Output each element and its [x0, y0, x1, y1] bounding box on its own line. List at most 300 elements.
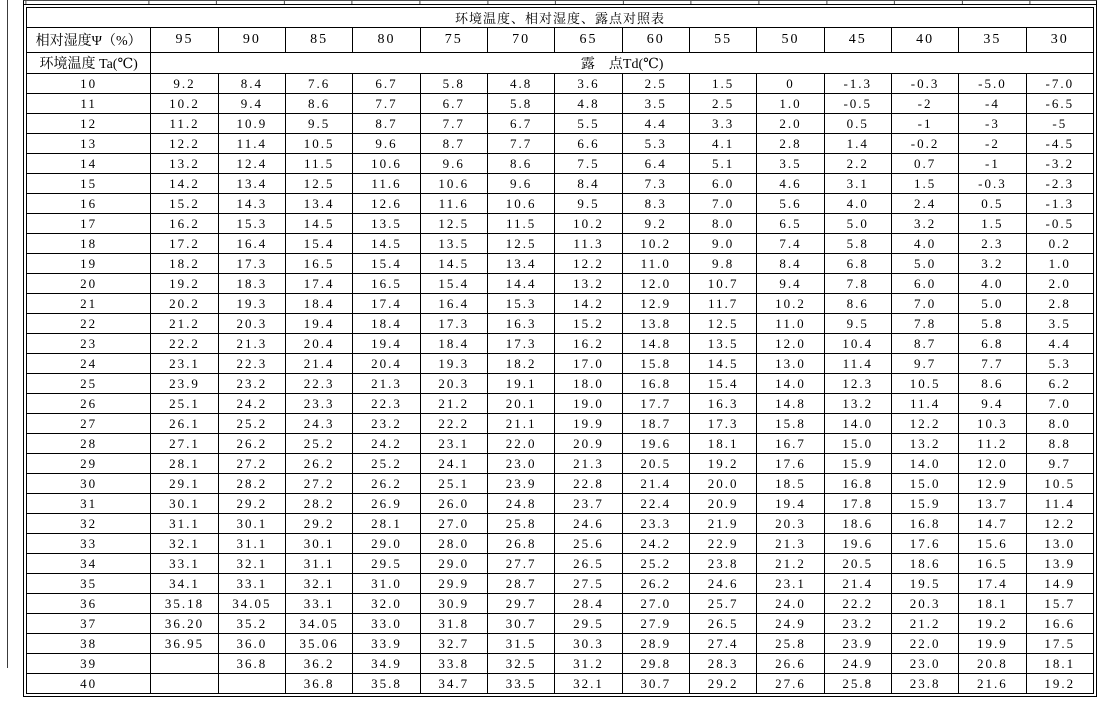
dewpoint-value-cell[interactable]: 9.6 [420, 154, 487, 174]
dewpoint-value-cell[interactable]: 34.05 [218, 594, 285, 614]
dewpoint-value-cell[interactable]: 20.9 [555, 434, 622, 454]
dewpoint-value-cell[interactable]: 35.18 [151, 594, 218, 614]
dewpoint-value-cell[interactable]: 30.7 [487, 614, 554, 634]
dewpoint-value-cell[interactable]: 25.8 [487, 514, 554, 534]
dewpoint-value-cell[interactable]: 36.20 [151, 614, 218, 634]
dewpoint-value-cell[interactable]: 28.0 [420, 534, 487, 554]
dewpoint-value-cell[interactable]: 33.0 [353, 614, 420, 634]
dewpoint-value-cell[interactable]: 7.3 [622, 174, 689, 194]
dewpoint-value-cell[interactable]: 8.4 [555, 174, 622, 194]
dewpoint-value-cell[interactable]: 6.8 [959, 334, 1026, 354]
dewpoint-value-cell[interactable]: 8.7 [420, 134, 487, 154]
dewpoint-value-cell[interactable]: 21.4 [285, 354, 352, 374]
dewpoint-value-cell[interactable]: 30.1 [218, 514, 285, 534]
dewpoint-value-cell[interactable]: 13.0 [757, 354, 824, 374]
dewpoint-value-cell[interactable]: 7.7 [420, 114, 487, 134]
dewpoint-value-cell[interactable]: -5 [1026, 114, 1093, 134]
dewpoint-value-cell[interactable]: 1.5 [891, 174, 958, 194]
dewpoint-value-cell[interactable]: 27.5 [555, 574, 622, 594]
dewpoint-value-cell[interactable]: 24.2 [218, 394, 285, 414]
dewpoint-value-cell[interactable]: 23.1 [420, 434, 487, 454]
humidity-level-cell[interactable]: 70 [487, 28, 554, 53]
dewpoint-value-cell[interactable]: 7.0 [1026, 394, 1093, 414]
dewpoint-value-cell[interactable]: 25.2 [218, 414, 285, 434]
dewpoint-value-cell[interactable]: 16.5 [285, 254, 352, 274]
dewpoint-value-cell[interactable]: 10.6 [353, 154, 420, 174]
dewpoint-value-cell[interactable]: 9.4 [218, 94, 285, 114]
ambient-temp-cell[interactable]: 20 [27, 274, 151, 294]
dewpoint-value-cell[interactable]: 5.0 [891, 254, 958, 274]
humidity-level-cell[interactable]: 60 [622, 28, 689, 53]
dewpoint-value-cell[interactable]: 24.8 [487, 494, 554, 514]
humidity-level-cell[interactable]: 55 [689, 28, 756, 53]
dewpoint-value-cell[interactable]: 16.3 [689, 394, 756, 414]
dewpoint-value-cell[interactable]: 8.8 [1026, 434, 1093, 454]
dewpoint-value-cell[interactable]: 26.9 [353, 494, 420, 514]
dewpoint-value-cell[interactable]: 4.1 [689, 134, 756, 154]
dewpoint-value-cell[interactable] [151, 674, 218, 694]
dewpoint-value-cell[interactable]: 36.8 [218, 654, 285, 674]
dewpoint-value-cell[interactable]: 21.4 [824, 574, 891, 594]
dewpoint-value-cell[interactable]: 2.4 [891, 194, 958, 214]
dewpoint-value-cell[interactable]: 6.0 [689, 174, 756, 194]
ambient-temp-cell[interactable]: 31 [27, 494, 151, 514]
dewpoint-value-cell[interactable]: 29.7 [487, 594, 554, 614]
dewpoint-value-cell[interactable]: 15.4 [353, 254, 420, 274]
table-title[interactable]: 环境温度、相对湿度、露点对照表 [27, 8, 1094, 28]
dewpoint-value-cell[interactable]: 9.6 [353, 134, 420, 154]
dewpoint-value-cell[interactable]: 26.2 [218, 434, 285, 454]
dewpoint-value-cell[interactable]: 5.6 [757, 194, 824, 214]
dewpoint-value-cell[interactable]: 34.1 [151, 574, 218, 594]
dewpoint-value-cell[interactable]: 27.6 [757, 674, 824, 694]
dewpoint-value-cell[interactable]: 4.8 [555, 94, 622, 114]
dewpoint-value-cell[interactable]: -0.5 [824, 94, 891, 114]
dewpoint-value-cell[interactable]: 8.4 [218, 74, 285, 94]
dewpoint-value-cell[interactable]: 15.7 [1026, 594, 1093, 614]
ambient-temp-cell[interactable]: 16 [27, 194, 151, 214]
dewpoint-value-cell[interactable]: 6.7 [420, 94, 487, 114]
dewpoint-value-cell[interactable]: 16.5 [959, 554, 1026, 574]
dewpoint-value-cell[interactable]: 7.7 [959, 354, 1026, 374]
dewpoint-value-cell[interactable]: 20.4 [285, 334, 352, 354]
dewpoint-value-cell[interactable] [151, 654, 218, 674]
dewpoint-value-cell[interactable]: 8.3 [622, 194, 689, 214]
dewpoint-value-cell[interactable]: 15.0 [891, 474, 958, 494]
dewpoint-value-cell[interactable]: 5.0 [824, 214, 891, 234]
dewpoint-value-cell[interactable]: 20.3 [757, 514, 824, 534]
dewpoint-value-cell[interactable]: 14.0 [757, 374, 824, 394]
dewpoint-value-cell[interactable]: 21.2 [891, 614, 958, 634]
dewpoint-value-cell[interactable]: 10.5 [1026, 474, 1093, 494]
dewpoint-value-cell[interactable]: 9.2 [622, 214, 689, 234]
dewpoint-value-cell[interactable]: -0.3 [891, 74, 958, 94]
dewpoint-value-cell[interactable]: 24.6 [689, 574, 756, 594]
dewpoint-value-cell[interactable]: 29.5 [555, 614, 622, 634]
dewpoint-value-cell[interactable]: 2.5 [622, 74, 689, 94]
dewpoint-value-cell[interactable]: 24.9 [824, 654, 891, 674]
dewpoint-value-cell[interactable]: 22.4 [622, 494, 689, 514]
dewpoint-value-cell[interactable]: 23.3 [622, 514, 689, 534]
dewpoint-value-cell[interactable]: 28.3 [689, 654, 756, 674]
dewpoint-value-cell[interactable]: 25.7 [689, 594, 756, 614]
dewpoint-value-cell[interactable]: 8.0 [1026, 414, 1093, 434]
dewpoint-value-cell[interactable]: 12.5 [420, 214, 487, 234]
dewpoint-value-cell[interactable]: 17.6 [891, 534, 958, 554]
dewpoint-value-cell[interactable]: 36.0 [218, 634, 285, 654]
ambient-temp-cell[interactable]: 39 [27, 654, 151, 674]
humidity-level-cell[interactable]: 35 [959, 28, 1026, 53]
dewpoint-value-cell[interactable]: 21.9 [689, 514, 756, 534]
dewpoint-value-cell[interactable]: 1.4 [824, 134, 891, 154]
dewpoint-value-cell[interactable]: 29.5 [353, 554, 420, 574]
dewpoint-value-cell[interactable]: 12.0 [622, 274, 689, 294]
dewpoint-value-cell[interactable]: 18.6 [824, 514, 891, 534]
humidity-level-cell[interactable]: 50 [757, 28, 824, 53]
dewpoint-value-cell[interactable]: 15.9 [891, 494, 958, 514]
dewpoint-value-cell[interactable]: 17.8 [824, 494, 891, 514]
dewpoint-value-cell[interactable]: 25.6 [555, 534, 622, 554]
dewpoint-value-cell[interactable]: 7.6 [285, 74, 352, 94]
dewpoint-value-cell[interactable]: 7.4 [757, 234, 824, 254]
dewpoint-value-cell[interactable]: 12.0 [757, 334, 824, 354]
dewpoint-value-cell[interactable]: 21.6 [959, 674, 1026, 694]
ambient-temp-cell[interactable]: 38 [27, 634, 151, 654]
dewpoint-value-cell[interactable]: 15.6 [959, 534, 1026, 554]
dewpoint-value-cell[interactable]: 18.2 [487, 354, 554, 374]
dewpoint-value-cell[interactable]: 14.0 [891, 454, 958, 474]
dewpoint-value-cell[interactable]: 15.0 [824, 434, 891, 454]
dewpoint-value-cell[interactable]: 31.1 [285, 554, 352, 574]
dewpoint-value-cell[interactable]: 26.2 [622, 574, 689, 594]
dewpoint-value-cell[interactable]: 10.2 [622, 234, 689, 254]
dewpoint-value-cell[interactable]: 27.9 [622, 614, 689, 634]
dewpoint-value-cell[interactable]: 9.7 [891, 354, 958, 374]
dewpoint-value-cell[interactable]: 13.8 [622, 314, 689, 334]
dewpoint-value-cell[interactable]: 17.4 [285, 274, 352, 294]
dewpoint-value-cell[interactable]: 6.8 [824, 254, 891, 274]
dewpoint-value-cell[interactable]: 26.2 [285, 454, 352, 474]
dewpoint-value-cell[interactable]: 25.8 [757, 634, 824, 654]
dewpoint-value-cell[interactable]: 19.9 [555, 414, 622, 434]
dewpoint-value-cell[interactable]: 23.2 [218, 374, 285, 394]
dewpoint-value-cell[interactable]: 29.8 [622, 654, 689, 674]
ambient-temp-cell[interactable]: 12 [27, 114, 151, 134]
dewpoint-value-cell[interactable]: 22.2 [151, 334, 218, 354]
dewpoint-value-cell[interactable]: 14.5 [420, 254, 487, 274]
dewpoint-value-cell[interactable]: 19.3 [420, 354, 487, 374]
dewpoint-value-cell[interactable]: 13.4 [285, 194, 352, 214]
dewpoint-value-cell[interactable]: 5.3 [1026, 354, 1093, 374]
dewpoint-value-cell[interactable]: 10.5 [285, 134, 352, 154]
dewpoint-value-cell[interactable]: 17.0 [555, 354, 622, 374]
dewpoint-value-cell[interactable]: 14.2 [151, 174, 218, 194]
humidity-level-cell[interactable]: 65 [555, 28, 622, 53]
dewpoint-value-cell[interactable]: 11.7 [689, 294, 756, 314]
dewpoint-value-cell[interactable]: 33.1 [151, 554, 218, 574]
dewpoint-value-cell[interactable]: -3.2 [1026, 154, 1093, 174]
dewpoint-value-cell[interactable]: 15.2 [555, 314, 622, 334]
dewpoint-value-cell[interactable]: 34.9 [353, 654, 420, 674]
dewpoint-value-cell[interactable]: 14.5 [353, 234, 420, 254]
dewpoint-value-cell[interactable]: 29.2 [285, 514, 352, 534]
dewpoint-value-cell[interactable]: 12.2 [1026, 514, 1093, 534]
dewpoint-value-cell[interactable]: 8.6 [285, 94, 352, 114]
humidity-level-cell[interactable]: 45 [824, 28, 891, 53]
dewpoint-value-cell[interactable]: 16.3 [487, 314, 554, 334]
dewpoint-value-cell[interactable]: 17.2 [151, 234, 218, 254]
dewpoint-value-cell[interactable]: 17.6 [757, 454, 824, 474]
dewpoint-value-cell[interactable]: 32.1 [151, 534, 218, 554]
dewpoint-value-cell[interactable]: 26.5 [555, 554, 622, 574]
dewpoint-value-cell[interactable]: 19.4 [757, 494, 824, 514]
dewpoint-value-cell[interactable]: 14.8 [757, 394, 824, 414]
dewpoint-value-cell[interactable]: 0 [757, 74, 824, 94]
dewpoint-value-cell[interactable]: 18.6 [891, 554, 958, 574]
dewpoint-value-cell[interactable]: 10.2 [757, 294, 824, 314]
dewpoint-value-cell[interactable]: 11.2 [151, 114, 218, 134]
dewpoint-value-cell[interactable]: 34.05 [285, 614, 352, 634]
dewpoint-value-cell[interactable]: 12.2 [151, 134, 218, 154]
dewpoint-value-cell[interactable]: 24.2 [353, 434, 420, 454]
dewpoint-value-cell[interactable]: 13.2 [891, 434, 958, 454]
dewpoint-value-cell[interactable]: 13.5 [420, 234, 487, 254]
dewpoint-value-cell[interactable]: 11.4 [1026, 494, 1093, 514]
dewpoint-value-cell[interactable]: 33.8 [420, 654, 487, 674]
dewpoint-value-cell[interactable]: 25.2 [285, 434, 352, 454]
dewpoint-value-cell[interactable]: 11.6 [420, 194, 487, 214]
dewpoint-value-cell[interactable]: 1.0 [757, 94, 824, 114]
dewpoint-value-cell[interactable]: 27.2 [285, 474, 352, 494]
dewpoint-value-cell[interactable]: 23.7 [555, 494, 622, 514]
dewpoint-value-cell[interactable]: 9.5 [555, 194, 622, 214]
dewpoint-value-cell[interactable]: 11.4 [218, 134, 285, 154]
dewpoint-value-cell[interactable]: 7.7 [487, 134, 554, 154]
dewpoint-value-cell[interactable]: 7.5 [555, 154, 622, 174]
dewpoint-value-cell[interactable]: 14.8 [622, 334, 689, 354]
dewpoint-value-cell[interactable]: 0.2 [1026, 234, 1093, 254]
dewpoint-value-cell[interactable]: 11.6 [353, 174, 420, 194]
dewpoint-value-cell[interactable]: 4.4 [1026, 334, 1093, 354]
dewpoint-value-cell[interactable]: 25.1 [420, 474, 487, 494]
dewpoint-value-cell[interactable]: 16.4 [218, 234, 285, 254]
dewpoint-value-cell[interactable]: 16.6 [1026, 614, 1093, 634]
dewpoint-value-cell[interactable]: 31.1 [218, 534, 285, 554]
dewpoint-value-cell[interactable]: 19.2 [151, 274, 218, 294]
ambient-temp-cell[interactable]: 25 [27, 374, 151, 394]
dewpoint-value-cell[interactable]: 9.7 [1026, 454, 1093, 474]
dewpoint-value-cell[interactable]: 27.4 [689, 634, 756, 654]
dewpoint-value-cell[interactable]: 26.2 [353, 474, 420, 494]
ambient-temp-cell[interactable]: 36 [27, 594, 151, 614]
ambient-temp-cell[interactable]: 37 [27, 614, 151, 634]
dewpoint-value-cell[interactable]: -5.0 [959, 74, 1026, 94]
dewpoint-value-cell[interactable]: 13.9 [1026, 554, 1093, 574]
ambient-temp-header-label[interactable]: 环境温度 Ta(℃) [27, 53, 151, 74]
dewpoint-value-cell[interactable]: 20.8 [959, 654, 1026, 674]
dewpoint-value-cell[interactable]: 32.0 [353, 594, 420, 614]
dewpoint-value-cell[interactable]: 28.1 [151, 454, 218, 474]
dewpoint-value-cell[interactable]: 31.5 [487, 634, 554, 654]
dewpoint-value-cell[interactable]: 7.8 [891, 314, 958, 334]
dewpoint-value-cell[interactable]: 32.1 [218, 554, 285, 574]
dewpoint-value-cell[interactable]: 32.5 [487, 654, 554, 674]
dewpoint-value-cell[interactable]: 11.0 [622, 254, 689, 274]
dewpoint-value-cell[interactable]: 4.6 [757, 174, 824, 194]
dewpoint-value-cell[interactable]: -1 [959, 154, 1026, 174]
dewpoint-value-cell[interactable]: 5.8 [959, 314, 1026, 334]
dewpoint-value-cell[interactable]: 12.2 [891, 414, 958, 434]
humidity-level-cell[interactable]: 30 [1026, 28, 1093, 53]
dewpoint-value-cell[interactable]: 18.4 [285, 294, 352, 314]
dewpoint-value-cell[interactable]: 10.6 [420, 174, 487, 194]
dewpoint-value-cell[interactable]: 20.3 [218, 314, 285, 334]
dewpoint-value-cell[interactable]: 29.1 [151, 474, 218, 494]
dewpoint-value-cell[interactable]: 15.3 [487, 294, 554, 314]
dewpoint-value-cell[interactable]: 13.5 [689, 334, 756, 354]
dewpoint-value-cell[interactable]: 5.3 [622, 134, 689, 154]
dewpoint-value-cell[interactable]: 23.3 [285, 394, 352, 414]
dewpoint-value-cell[interactable]: 36.95 [151, 634, 218, 654]
dewpoint-value-cell[interactable]: 3.5 [1026, 314, 1093, 334]
dewpoint-value-cell[interactable]: 28.4 [555, 594, 622, 614]
dewpoint-value-cell[interactable]: 3.3 [689, 114, 756, 134]
dewpoint-value-cell[interactable]: 17.3 [420, 314, 487, 334]
dewpoint-value-cell[interactable]: 18.5 [757, 474, 824, 494]
dewpoint-value-cell[interactable]: 2.0 [757, 114, 824, 134]
dewpoint-value-cell[interactable]: 16.8 [891, 514, 958, 534]
dewpoint-value-cell[interactable]: 30.3 [555, 634, 622, 654]
humidity-level-cell[interactable]: 80 [353, 28, 420, 53]
dewpoint-value-cell[interactable]: 19.4 [353, 334, 420, 354]
dewpoint-value-cell[interactable]: 20.0 [689, 474, 756, 494]
dewpoint-value-cell[interactable]: 25.1 [151, 394, 218, 414]
dewpoint-value-cell[interactable]: 16.5 [353, 274, 420, 294]
dewpoint-value-cell[interactable]: 7.7 [353, 94, 420, 114]
dewpoint-value-cell[interactable]: 2.5 [689, 94, 756, 114]
dewpoint-value-cell[interactable]: 14.5 [689, 354, 756, 374]
dewpoint-value-cell[interactable]: -0.2 [891, 134, 958, 154]
dewpoint-value-cell[interactable]: 19.3 [218, 294, 285, 314]
ambient-temp-cell[interactable]: 23 [27, 334, 151, 354]
dewpoint-value-cell[interactable]: 4.4 [622, 114, 689, 134]
ambient-temp-cell[interactable]: 30 [27, 474, 151, 494]
dewpoint-value-cell[interactable]: 17.3 [487, 334, 554, 354]
dewpoint-value-cell[interactable]: 9.4 [959, 394, 1026, 414]
ambient-temp-cell[interactable]: 13 [27, 134, 151, 154]
dewpoint-value-cell[interactable]: 13.5 [353, 214, 420, 234]
dewpoint-value-cell[interactable]: 17.3 [689, 414, 756, 434]
dewpoint-value-cell[interactable]: 16.7 [757, 434, 824, 454]
dewpoint-value-cell[interactable]: 5.5 [555, 114, 622, 134]
dewpoint-value-cell[interactable]: 33.5 [487, 674, 554, 694]
dewpoint-value-cell[interactable]: -7.0 [1026, 74, 1093, 94]
dewpoint-value-cell[interactable]: 31.0 [353, 574, 420, 594]
dewpoint-value-cell[interactable]: -2 [891, 94, 958, 114]
dewpoint-value-cell[interactable]: 8.7 [353, 114, 420, 134]
humidity-header-label[interactable]: 相对湿度Ψ（%） [27, 28, 151, 53]
dewpoint-value-cell[interactable]: 24.2 [622, 534, 689, 554]
dewpoint-value-cell[interactable]: 15.8 [622, 354, 689, 374]
ambient-temp-cell[interactable]: 10 [27, 74, 151, 94]
ambient-temp-cell[interactable]: 17 [27, 214, 151, 234]
dewpoint-value-cell[interactable]: 1.5 [959, 214, 1026, 234]
dewpoint-value-cell[interactable]: 11.3 [555, 234, 622, 254]
dewpoint-value-cell[interactable]: 8.7 [891, 334, 958, 354]
dewpoint-value-cell[interactable]: 36.2 [285, 654, 352, 674]
dewpoint-value-cell[interactable]: 2.0 [1026, 274, 1093, 294]
dewpoint-value-cell[interactable]: 18.4 [353, 314, 420, 334]
dewpoint-value-cell[interactable]: 2.3 [959, 234, 1026, 254]
dewpoint-value-cell[interactable]: 8.6 [487, 154, 554, 174]
dewpoint-value-cell[interactable]: 16.2 [151, 214, 218, 234]
dewpoint-value-cell[interactable]: 12.5 [689, 314, 756, 334]
dewpoint-value-cell[interactable]: 9.6 [487, 174, 554, 194]
ambient-temp-cell[interactable]: 32 [27, 514, 151, 534]
dewpoint-value-cell[interactable]: 28.7 [487, 574, 554, 594]
dewpoint-value-cell[interactable]: 15.4 [689, 374, 756, 394]
dewpoint-value-cell[interactable]: 22.3 [285, 374, 352, 394]
dewpoint-value-cell[interactable]: 9.5 [824, 314, 891, 334]
dewpoint-value-cell[interactable]: 32.1 [285, 574, 352, 594]
ambient-temp-cell[interactable]: 29 [27, 454, 151, 474]
dewpoint-value-cell[interactable]: 23.9 [151, 374, 218, 394]
dewpoint-value-cell[interactable]: 11.2 [959, 434, 1026, 454]
dewpoint-value-cell[interactable]: 14.5 [285, 214, 352, 234]
dewpoint-value-cell[interactable]: 28.9 [622, 634, 689, 654]
ambient-temp-cell[interactable]: 22 [27, 314, 151, 334]
ambient-temp-cell[interactable]: 21 [27, 294, 151, 314]
dewpoint-value-cell[interactable]: 3.5 [757, 154, 824, 174]
dewpoint-value-cell[interactable]: 25.8 [824, 674, 891, 694]
dewpoint-value-cell[interactable]: 27.2 [218, 454, 285, 474]
dewpoint-value-cell[interactable]: 26.1 [151, 414, 218, 434]
dewpoint-value-cell[interactable]: 15.8 [757, 414, 824, 434]
dewpoint-value-cell[interactable]: 20.2 [151, 294, 218, 314]
dewpoint-value-cell[interactable]: 19.6 [622, 434, 689, 454]
dewpoint-value-cell[interactable]: 22.3 [353, 394, 420, 414]
dewpoint-value-cell[interactable]: 20.3 [420, 374, 487, 394]
ambient-temp-cell[interactable]: 40 [27, 674, 151, 694]
dewpoint-value-cell[interactable]: 0.5 [959, 194, 1026, 214]
ambient-temp-cell[interactable]: 24 [27, 354, 151, 374]
dewpoint-value-cell[interactable]: 23.9 [824, 634, 891, 654]
dewpoint-value-cell[interactable]: 29.2 [218, 494, 285, 514]
dewpoint-value-cell[interactable] [218, 674, 285, 694]
dewpoint-value-cell[interactable]: 30.1 [151, 494, 218, 514]
dewpoint-value-cell[interactable]: 28.2 [285, 494, 352, 514]
dewpoint-value-cell[interactable]: 27.0 [622, 594, 689, 614]
dewpoint-value-cell[interactable]: 14.3 [218, 194, 285, 214]
dewpoint-value-cell[interactable]: 19.5 [891, 574, 958, 594]
dewpoint-value-cell[interactable]: 16.8 [622, 374, 689, 394]
dewpoint-value-cell[interactable]: 22.0 [487, 434, 554, 454]
dewpoint-value-cell[interactable]: 18.1 [1026, 654, 1093, 674]
dewpoint-value-cell[interactable]: 2.8 [1026, 294, 1093, 314]
dewpoint-value-cell[interactable]: 21.3 [353, 374, 420, 394]
dewpoint-value-cell[interactable]: 1.5 [689, 74, 756, 94]
dewpoint-value-cell[interactable]: 23.1 [757, 574, 824, 594]
dewpoint-value-cell[interactable]: 23.9 [487, 474, 554, 494]
dewpoint-value-cell[interactable]: 33.1 [218, 574, 285, 594]
dewpoint-value-cell[interactable]: -4 [959, 94, 1026, 114]
dewpoint-value-cell[interactable]: 24.6 [555, 514, 622, 534]
dewpoint-value-cell[interactable]: 11.4 [824, 354, 891, 374]
dewpoint-value-cell[interactable]: 24.0 [757, 594, 824, 614]
dewpoint-value-cell[interactable]: 5.1 [689, 154, 756, 174]
dewpoint-value-cell[interactable]: -0.3 [959, 174, 1026, 194]
dewpoint-value-cell[interactable]: 23.2 [824, 614, 891, 634]
